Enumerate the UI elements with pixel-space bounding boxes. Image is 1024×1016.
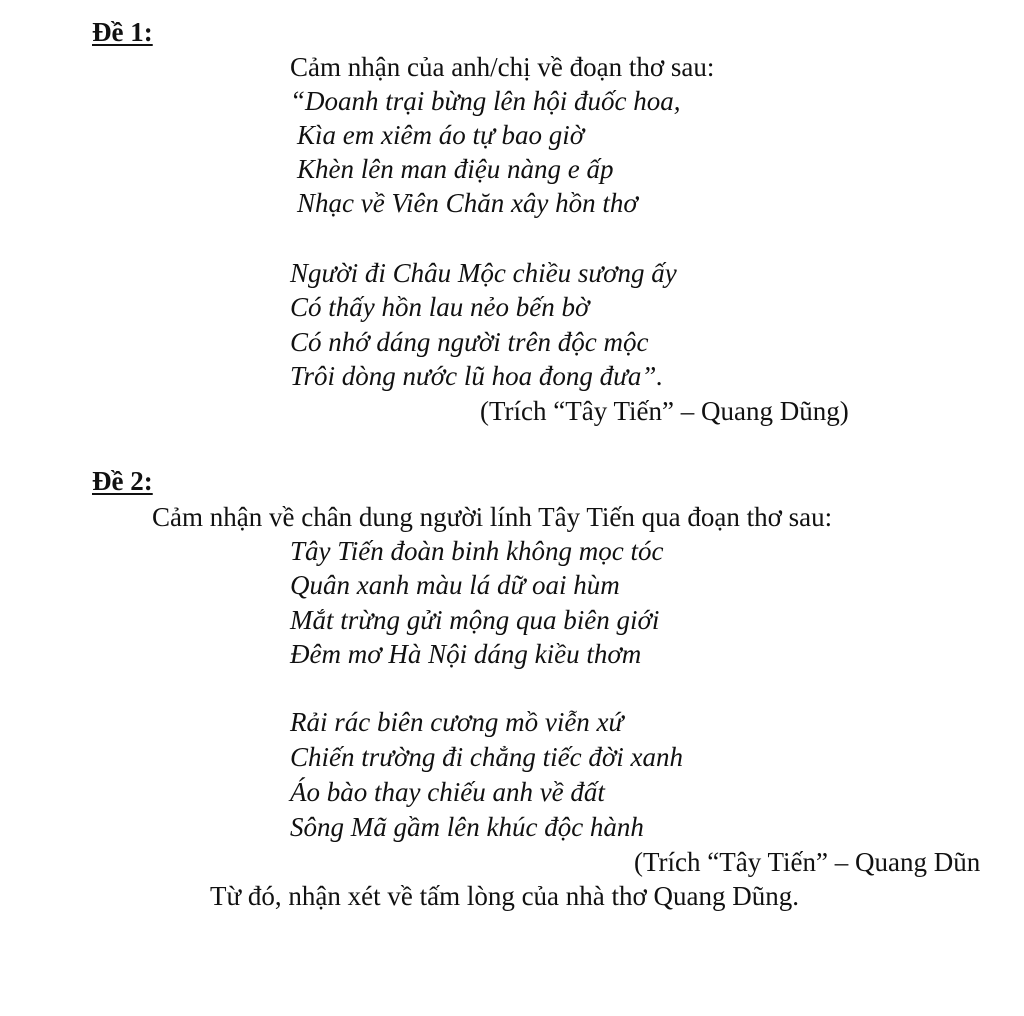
poem-line: Kìa em xiêm áo tự bao giờ [297,120,585,150]
poem-line: Sông Mã gầm lên khúc độc hành [290,812,644,842]
poem-line: Đêm mơ Hà Nội dáng kiều thơm [290,639,642,669]
poem-line: Tây Tiến đoàn binh không mọc tóc [290,536,664,566]
poem-line: Chiến trường đi chẳng tiếc đời xanh [290,742,683,772]
section-2-prompt: Cảm nhận về chân dung người lính Tây Tiến qua đoạn thơ sau: [152,502,833,532]
section-2-citation: (Trích “Tây Tiến” – Quang Dũn [634,847,981,877]
poem-line: Trôi dòng nước lũ hoa đong đưa”. [290,361,664,391]
poem-line: Có nhớ dáng người trên độc mộc [290,327,649,357]
section-1-citation: (Trích “Tây Tiến” – Quang Dũng) [480,396,849,426]
section-2-heading: Đề 2: [92,466,153,496]
poem-line: Nhạc về Viên Chăn xây hồn thơ [297,188,638,218]
section-1-heading: Đề 1: [92,17,153,47]
section-1-prompt: Cảm nhận của anh/chị về đoạn thơ sau: [290,52,715,82]
poem-line: Người đi Châu Mộc chiều sương ấy [290,258,677,288]
poem-line: Rải rác biên cương mồ viễn xứ [290,707,624,737]
poem-line: “Doanh trại bừng lên hội đuốc hoa, [290,86,681,116]
poem-line: Khèn lên man điệu nàng e ấp [297,154,614,184]
poem-line: Có thấy hồn lau nẻo bến bờ [290,292,590,322]
poem-line: Áo bào thay chiếu anh về đất [290,777,605,807]
section-2-closing: Từ đó, nhận xét về tấm lòng của nhà thơ Quang Dũng. [210,881,800,911]
poem-line: Mắt trừng gửi mộng qua biên giới [290,605,660,635]
poem-line: Quân xanh màu lá dữ oai hùm [290,570,620,600]
